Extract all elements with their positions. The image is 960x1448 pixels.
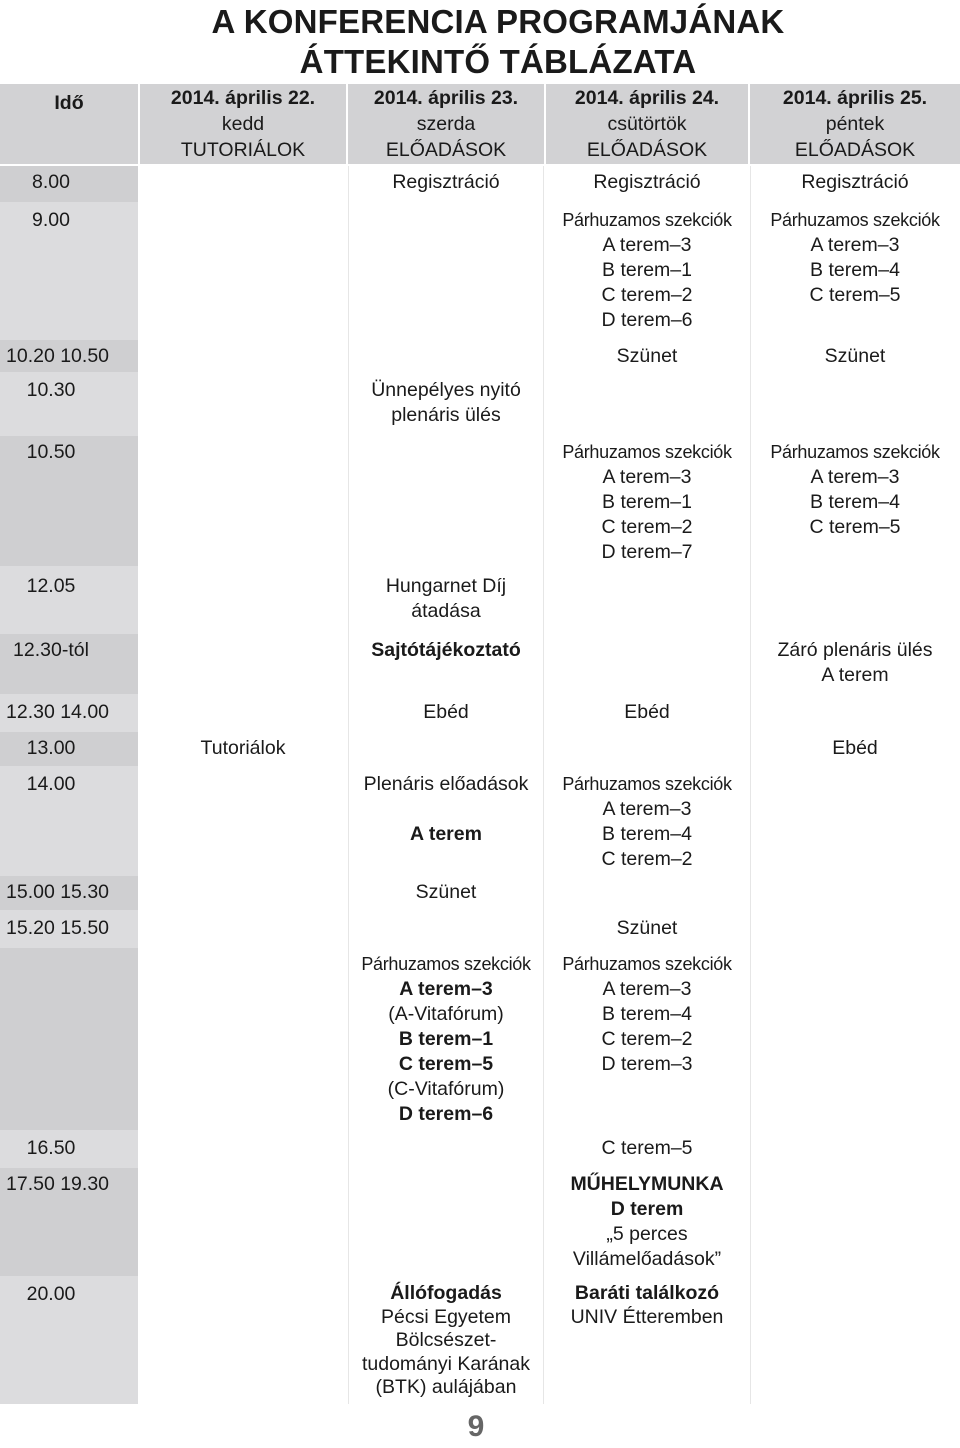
time-1050-label: 10.50	[26, 441, 76, 463]
time-1400-label: 14.00	[26, 773, 76, 795]
fri-1050-room-b: B terem–4	[810, 491, 900, 513]
time-2000	[0, 1278, 138, 1404]
thu-1020-break-label: Szünet	[616, 345, 678, 367]
page-number: 9	[467, 1410, 485, 1443]
header-time	[0, 84, 138, 164]
time-1230-tol-label: 12.30-tól	[13, 639, 89, 661]
wed-award-line-2: átadása	[411, 600, 481, 622]
time-1520-label: 15.20 15.50	[6, 917, 110, 939]
wed-1550-parallel: Párhuzamos szekciók	[361, 954, 531, 974]
thu-registration	[546, 166, 748, 202]
thu-1650-room-label: C terem–5	[601, 1137, 693, 1159]
thu-1550-sessions	[546, 948, 748, 1130]
day-1-date: 2014. április 22.	[170, 87, 316, 109]
header-day-4	[750, 84, 960, 164]
time-1520	[0, 912, 138, 946]
time-1030-label: 10.30	[26, 379, 76, 401]
tue-tutorials	[140, 732, 346, 766]
fri-0900-sessions	[750, 204, 960, 338]
header-day-3	[546, 84, 748, 164]
wed-1500-break-label: Szünet	[415, 881, 477, 903]
day-3-type: ELŐADÁSOK	[586, 139, 708, 161]
time-1750-label: 17.50 19.30	[6, 1173, 110, 1195]
wed-opening-line-2: plenáris ülés	[391, 404, 501, 426]
wed-reception-title: Állófogadás	[390, 1282, 502, 1304]
wed-reception-line-5: (BTK) aulájában	[375, 1376, 517, 1398]
thu-1400-room-a: A terem–3	[602, 798, 692, 820]
fri-1050-sessions	[750, 436, 960, 566]
time-1300-label: 13.00	[26, 737, 76, 759]
thu-workshop-title: MŰHELYMUNKA	[570, 1173, 724, 1195]
thu-workshop-line-3: „5 perces	[606, 1223, 688, 1245]
time-1230-label: 12.30 14.00	[6, 701, 110, 723]
thu-1050-room-d: D terem–7	[601, 541, 693, 563]
wed-1550-a-forum: (A-Vitafórum)	[388, 1003, 504, 1025]
divider-2	[346, 84, 348, 1404]
thu-1550-room-b: B terem–4	[602, 1003, 692, 1025]
fri-0900-room-c: C terem–5	[809, 284, 901, 306]
thu-lunch	[546, 696, 748, 730]
wed-lunch-label: Ebéd	[423, 701, 469, 723]
wed-1550-room-c: C terem–5	[398, 1053, 494, 1075]
page-title	[0, 2, 960, 82]
time-1020	[0, 340, 138, 372]
fri-1020-break	[750, 340, 960, 372]
wed-plenary-line-1: Plenáris előadások	[363, 773, 529, 795]
divider-3	[544, 84, 546, 1404]
fri-1050-parallel: Párhuzamos szekciók	[770, 442, 940, 462]
thu-workshop-line-4: Villámelőadások”	[572, 1248, 722, 1270]
fri-1020-break-label: Szünet	[824, 345, 886, 367]
time-1500	[0, 876, 138, 910]
fri-0900-parallel: Párhuzamos szekciók	[770, 210, 940, 230]
time-1205	[0, 570, 138, 632]
fri-closing-line-2: A terem	[821, 664, 889, 686]
thu-1520-break	[546, 912, 748, 946]
wed-1550-room-a: A terem–3	[399, 978, 493, 1000]
tue-tutorials-label: Tutoriálok	[200, 737, 286, 759]
fri-0900-room-a: A terem–3	[810, 234, 900, 256]
time-1205-label: 12.05	[26, 575, 76, 597]
thu-1020-break	[546, 340, 748, 372]
thu-1400-room-b: B terem–4	[602, 823, 692, 845]
thu-0900-room-d: D terem–6	[601, 309, 693, 331]
fri-registration	[750, 166, 960, 202]
thu-1550-room-c: C terem–2	[601, 1028, 693, 1050]
thu-1400-room-c: C terem–2	[601, 848, 693, 870]
wed-reception	[348, 1278, 544, 1404]
thu-registration-label: Regisztráció	[593, 171, 701, 193]
thu-workshop-room: D terem	[610, 1198, 684, 1220]
thu-0900-sessions	[546, 204, 748, 338]
thu-lunch-label: Ebéd	[624, 701, 670, 723]
wed-plenary-line-2: A terem	[410, 823, 482, 845]
day-4-type: ELŐADÁSOK	[794, 139, 916, 161]
thu-dinner-place: UNIV Étteremben	[570, 1305, 724, 1328]
thu-workshop	[546, 1168, 748, 1276]
thu-1550-room-d: D terem–3	[601, 1053, 693, 1075]
fri-1050-room-c: C terem–5	[809, 516, 901, 538]
thu-0900-room-a: A terem–3	[602, 234, 692, 256]
thu-dinner	[546, 1278, 748, 1404]
wed-opening-line-1: Ünnepélyes nyitó	[371, 379, 521, 401]
thu-1400-parallel: Párhuzamos szekciók	[562, 774, 732, 794]
thu-1650-room	[546, 1132, 748, 1166]
time-1400	[0, 768, 138, 874]
wed-1500-break	[348, 876, 544, 910]
time-1230	[0, 696, 138, 730]
thu-1550-parallel: Párhuzamos szekciók	[562, 954, 732, 974]
header-time-label: Idő	[54, 92, 84, 114]
wed-award	[348, 570, 544, 632]
day-2-date: 2014. április 23.	[373, 87, 519, 109]
day-1-weekday: kedd	[221, 113, 265, 135]
time-1030	[0, 374, 138, 434]
wed-1550-sessions	[348, 948, 544, 1130]
time-0800	[0, 166, 138, 202]
thu-0900-room-b: B terem–1	[602, 259, 692, 281]
title-line-1: A KONFERENCIA PROGRAMJÁNAK	[211, 3, 785, 40]
time-0800-label: 8.00	[32, 171, 70, 193]
wed-1550-room-d: D terem–6	[398, 1103, 494, 1125]
thu-1050-room-b: B terem–1	[602, 491, 692, 513]
time-1230-tol	[0, 634, 138, 694]
thu-1050-room-c: C terem–2	[601, 516, 693, 538]
fri-lunch-label: Ebéd	[832, 737, 878, 759]
day-4-weekday: péntek	[825, 113, 885, 135]
wed-press	[348, 634, 544, 694]
wed-opening	[348, 374, 544, 434]
wed-reception-line-3: Bölcsészet-	[395, 1329, 497, 1351]
time-1650-label: 16.50	[26, 1137, 76, 1159]
time-1650	[0, 1132, 138, 1166]
header-day-1	[140, 84, 346, 164]
time-0900-label: 9.00	[32, 209, 70, 231]
divider-4	[748, 84, 750, 1404]
wed-registration	[348, 166, 544, 202]
fri-1050-room-a: A terem–3	[810, 466, 900, 488]
time-2000-label: 20.00	[26, 1283, 76, 1305]
thu-1400-sessions	[546, 768, 748, 874]
time-1500-label: 15.00 15.30	[6, 881, 110, 903]
day-2-type: ELŐADÁSOK	[385, 139, 507, 161]
fri-registration-label: Regisztráció	[801, 171, 909, 193]
day-4-date: 2014. április 25.	[782, 87, 928, 109]
title-line-2: ÁTTEKINTŐ TÁBLÁZATA	[299, 43, 697, 80]
fri-0900-room-b: B terem–4	[810, 259, 900, 281]
fri-lunch	[750, 732, 960, 766]
wed-registration-label: Regisztráció	[392, 171, 500, 193]
wed-plenary	[348, 768, 544, 874]
time-1550	[0, 948, 138, 1130]
day-1-type: TUTORIÁLOK	[180, 139, 306, 161]
thu-1520-break-label: Szünet	[616, 917, 678, 939]
time-0900	[0, 204, 138, 338]
wed-1550-room-b: B terem–1	[398, 1028, 494, 1050]
wed-reception-line-2: Pécsi Egyetem	[380, 1305, 512, 1328]
time-1020-label: 10.20 10.50	[6, 345, 110, 367]
wed-award-line-1: Hungarnet Díj	[385, 575, 507, 597]
header-day-2	[348, 84, 544, 164]
time-1300	[0, 732, 138, 766]
fri-closing	[750, 634, 960, 694]
thu-1550-room-a: A terem–3	[602, 978, 692, 1000]
thu-1050-room-a: A terem–3	[602, 466, 692, 488]
time-1050	[0, 436, 138, 566]
wed-press-label: Sajtótájékoztató	[371, 639, 521, 661]
fri-closing-line-1: Záró plenáris ülés	[777, 639, 933, 661]
wed-1550-c-forum: (C-Vitafórum)	[387, 1078, 505, 1100]
divider-1	[138, 84, 140, 1404]
thu-0900-parallel: Párhuzamos szekciók	[562, 210, 732, 230]
day-3-date: 2014. április 24.	[574, 87, 720, 109]
day-3-weekday: csütörtök	[607, 113, 687, 135]
time-1750	[0, 1168, 138, 1276]
thu-1050-sessions	[546, 436, 748, 566]
thu-dinner-title: Baráti találkozó	[574, 1282, 720, 1304]
day-2-weekday: szerda	[416, 113, 476, 135]
wed-lunch	[348, 696, 544, 730]
thu-0900-room-c: C terem–2	[601, 284, 693, 306]
thu-1050-parallel: Párhuzamos szekciók	[562, 442, 732, 462]
wed-reception-line-4: tudományi Karának	[361, 1352, 531, 1375]
